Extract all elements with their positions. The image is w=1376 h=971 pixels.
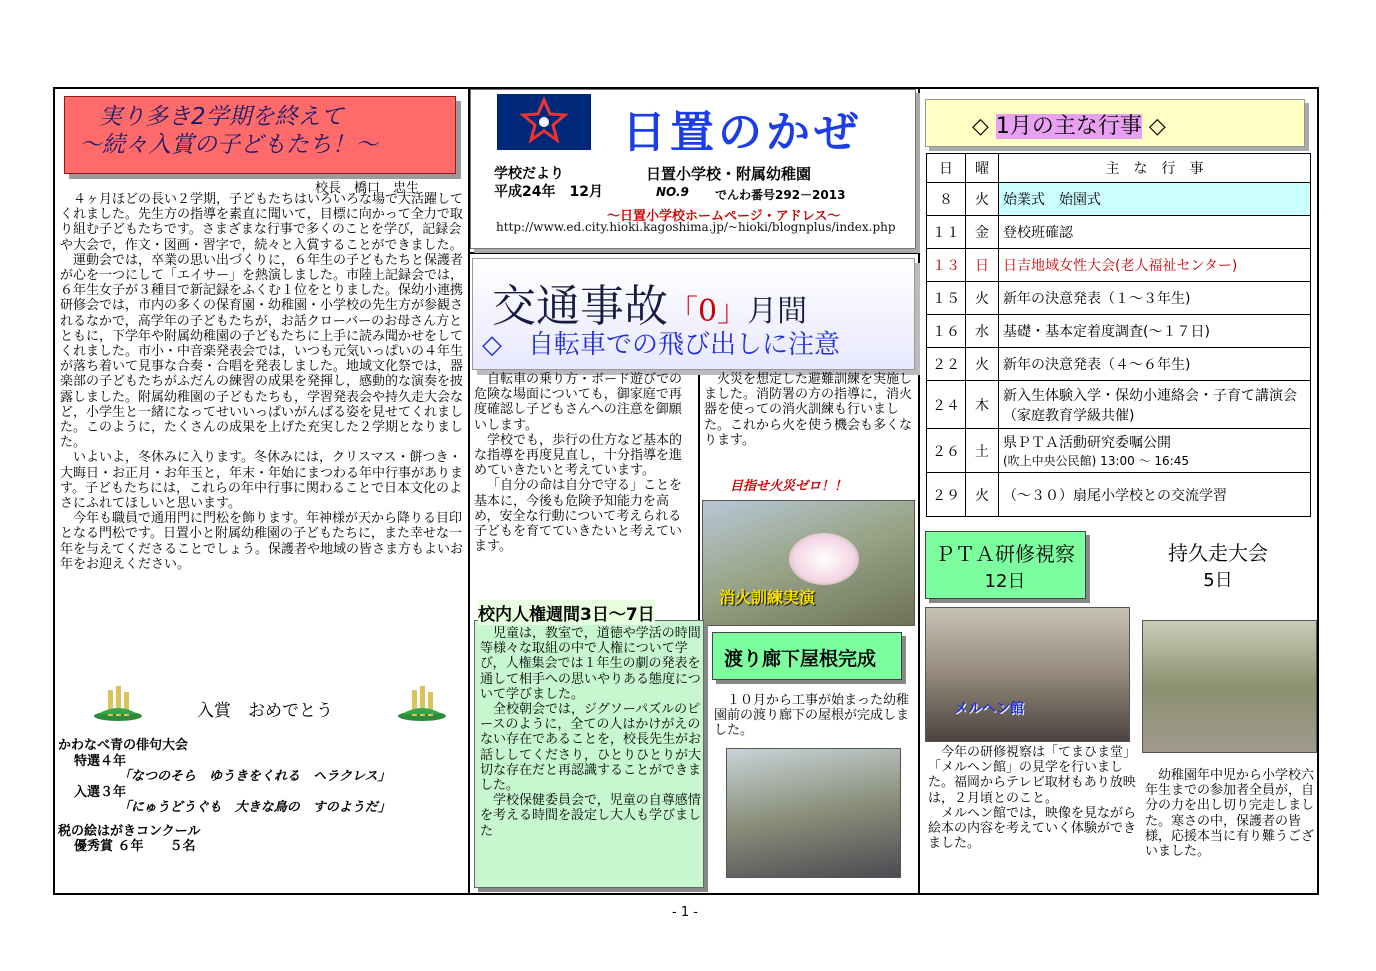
newsletter-title: 日置のかぜ <box>622 107 862 158</box>
table-row <box>927 348 1311 381</box>
header-event: 主 な 行 事 <box>999 154 1311 183</box>
row-event: 新入生体験入学・保幼小連絡会・子育て講演会（家庭教育学級共催) <box>999 381 1311 429</box>
extinguisher-smoke <box>789 533 859 585</box>
fire-caption: 目指せ火災ゼロ！！ <box>730 479 848 494</box>
table-row <box>927 249 1311 282</box>
article-paragraph: ４ヶ月ほどの長い２学期，子どもたちはいろいろな場で大活躍してくれました。先生方の指導を素直に聞いて，目標に向かって全力で取り組む子どもたちです。さまざまな行事で多くのことを学び，記録会や大会で，作文・図画・習字で，続々と入賞することができました。 <box>60 192 464 253</box>
photo-label: 消火訓練実演 <box>719 588 816 607</box>
pta-title: ＰＴＡ研修視察 <box>935 542 1075 566</box>
headline-line2: ～続々入賞の子どもたち！～ <box>79 132 378 158</box>
article-paragraph: 幼稚園年中児から小学校六年生までの参加者全員が，自分の力を出し切り完走しました。寒さの中，保護者の皆様，応援本当に有り難うございました。 <box>1145 768 1315 860</box>
table-row <box>927 473 1311 517</box>
fire-drill-photo <box>702 500 915 626</box>
row-day: １６ <box>927 315 966 348</box>
award-contest: かわなべ青の俳句大会 <box>58 738 189 753</box>
kadomatsu-icon <box>92 684 144 722</box>
issue-number: NO.9 <box>656 185 689 199</box>
row-event: 新年の決意発表（１～３年生) <box>999 282 1311 315</box>
row-event: 登校班確認 <box>999 216 1311 249</box>
marathon-article <box>1145 768 1315 859</box>
row-day: ２４ <box>927 381 966 429</box>
awards-list <box>58 738 458 855</box>
row-day: ８ <box>927 183 966 216</box>
row-weekday: 金 <box>966 216 999 249</box>
row-weekday: 土 <box>966 429 999 473</box>
photo-label: メルヘン館 <box>954 701 1024 717</box>
traffic-subtitle: ◇ 自転車での飛び出しに注意 <box>482 330 840 360</box>
table-row <box>927 315 1311 348</box>
inner-divider <box>698 372 700 630</box>
row-day: １３ <box>927 249 966 282</box>
award-poem: 「なつのそら ゆうきをくれる ヘラクレス」 <box>118 769 391 784</box>
article-paragraph: １０月から工事が始まった幼稚園前の渡り廊下の屋根が完成しました。 <box>714 693 910 739</box>
row-event: （～３０）扇尾小学校との交流学習 <box>999 473 1311 517</box>
homepage-url[interactable]: http://www.ed.city.hioki.kagoshima.jp/~hioki/blognplus/index.php <box>496 220 896 234</box>
corridor-title: 渡り廊下屋根完成 <box>724 648 877 670</box>
marathon-title: 持久走大会 <box>1168 541 1268 565</box>
phone-number: でんわ番号292－2013 <box>715 188 846 202</box>
table-row <box>927 381 1311 429</box>
article-paragraph: 学校でも，歩行の仕方など基本的な指導を再度見直し，十分指導を進めていきたいと考えています。 <box>474 432 683 479</box>
row-day: ２６ <box>927 429 966 473</box>
column-divider <box>918 87 920 895</box>
newsletter-label: 学校だより <box>494 166 564 182</box>
table-row <box>927 216 1311 249</box>
page-number: - 1 - <box>672 905 698 920</box>
row-event: 日吉地域女性大会(老人福祉センター) <box>999 249 1311 282</box>
diamond-icon: ◇ <box>972 114 989 139</box>
fire-drill-article <box>704 372 916 448</box>
row-weekday: 火 <box>966 183 999 216</box>
table-row <box>927 282 1311 315</box>
row-event: 新年の決意発表（４～６年生) <box>999 348 1311 381</box>
row-event <box>999 429 1311 473</box>
row-day: ２９ <box>927 473 966 517</box>
row-weekday: 火 <box>966 282 999 315</box>
row-event-main: 県ＰＴＡ活動研究委嘱公開 <box>1003 435 1171 451</box>
award-title: 入賞 おめでとう <box>197 701 333 721</box>
row-weekday: 木 <box>966 381 999 429</box>
row-event: 基礎・基本定着度調査(～１７日) <box>999 315 1311 348</box>
headline-line1: 実り多き2学期を終えて <box>99 104 344 130</box>
corridor-photo <box>726 748 901 878</box>
article-paragraph: 「自分の命は自分で守る」ことを基本に，今後も危険予知能力を高め，安全な行動について考えられる子どもを育てていきたいと考えています。 <box>474 478 683 555</box>
school-name: 日置小学校・附属幼稚園 <box>646 165 812 183</box>
pta-photo <box>925 607 1130 742</box>
byline: 校長 橋口 忠生 <box>315 181 420 196</box>
pta-article <box>928 745 1138 851</box>
human-rights-article <box>480 626 702 839</box>
article-paragraph: 今年も職員で通用門に門松を飾ります。年神様が天から降りる目印となる門松です。日置小と附属幼稚園の子どもたちに，また幸せな一年を与えてくださることでしょう。保護者や地域の皆さま方もよいお年をお迎えください。 <box>60 511 464 572</box>
events-title-text: 1月の主な行事 <box>995 114 1142 139</box>
school-emblem <box>497 94 591 150</box>
pta-date: 12日 <box>984 571 1026 592</box>
events-table <box>926 153 1311 517</box>
row-day: １５ <box>927 282 966 315</box>
award-grade: 入選３年 <box>74 784 127 800</box>
header-day: 日 <box>927 154 966 183</box>
row-event-sub: (吹上中央公民館) 13:00 ～ 16:45 <box>1003 454 1189 468</box>
row-day: １１ <box>927 216 966 249</box>
marathon-photo <box>1142 620 1317 753</box>
row-event: 始業式 始園式 <box>999 183 1311 216</box>
issue-date: 平成24年 12月 <box>494 184 603 200</box>
traffic-zero: 「0」 <box>668 294 748 329</box>
emblem-icon <box>497 94 591 150</box>
article-paragraph: 児童は，教室で，道徳や学活の時間等様々な取組の中で人権について学び，人権集会では１年生の劇の発表を通して相手への思いやりある態度について学びました。 <box>480 626 701 702</box>
award-poem: 「にゅうどうぐも 大きな鳥の すのようだ」 <box>118 800 391 815</box>
pta-heading <box>929 538 1081 593</box>
events-title <box>972 109 1166 140</box>
row-weekday: 火 <box>966 348 999 381</box>
principal-article <box>60 192 466 572</box>
award-contest: 税の絵はがきコンクール <box>58 823 201 839</box>
corridor-article <box>714 693 910 739</box>
article-paragraph: 自転車の乗り方・ボード遊びでの危険な場面についても，御家庭で再度確認し子どもさんへの注意を御願いします。 <box>474 372 683 433</box>
table-header-row <box>927 154 1311 183</box>
row-weekday: 水 <box>966 315 999 348</box>
row-day: ２２ <box>927 348 966 381</box>
traffic-article <box>474 372 694 554</box>
article-paragraph: メルヘン館では，映像を見ながら絵本の内容を考えていく体験ができました。 <box>928 805 1137 852</box>
traffic-main: 交通事故 <box>492 281 668 332</box>
article-paragraph: 今年の研修視察は「てまひま堂」「メルヘン館」の見学を行いました。福岡からテレビ取材もあり放映は，２月頃とのこと。 <box>928 745 1137 806</box>
article-paragraph: 運動会では，卒業の思い出づくりに，６年生の子どもたちと保護者が心を一つにして「エイサー」を熱演しました。市陸上記録会では，６年生女子が３種目で新記録をふくむ１位をとりました。保幼小連携研修会では，市内の多くの保育園・幼稚園・小学校の先生方が参観されるなかで，高学年の子どもたちが，お話クローバーのお母さん方とともに，下学年や附属幼稚園の子どもたちに上手に読み聞かせをしてくれました。市小・中音楽発表会では，いつも元気いっぱいの４年生が落ち着いて見事な合奏・合唱を発表しました。地域文化祭では，器楽部の子どもたちがふだんの練習の成果を発揮し，感動的な演奏を披露しました。附属幼稚園の子どもたちも，学習発表会や持久走大会など，小学生と一緒になってせいいっぱいがんばる姿を見せてくれました。このように，たくさんの成果を上げた充実した２学期となりました。 <box>60 252 464 451</box>
marathon-date: 5日 <box>1203 570 1233 591</box>
marathon-heading <box>1143 537 1293 592</box>
diamond-icon: ◇ <box>1148 114 1166 139</box>
article-paragraph: 火災を想定した避難訓練を実施しました。消防署の方の指導に，消火器を使っての消火訓練も行いました。これから火を使う機会も多くなります。 <box>704 372 913 448</box>
traffic-month: 月間 <box>747 294 808 329</box>
row-weekday: 火 <box>966 473 999 517</box>
kadomatsu-icon <box>396 684 448 722</box>
table-row <box>927 429 1311 473</box>
row-divider <box>468 252 920 254</box>
article-paragraph: 全校朝会では，ジグソーパズルのピースのように，全ての人はかけがえのない存在であることを，校長先生がお話ししてくださり，ひとりひとりが大切な存在だと再認識することができました。 <box>480 702 702 794</box>
article-paragraph: いよいよ，冬休みに入ります。冬休みには，クリスマス・餅つき・大晦日・お正月・お年玉と，年末・年始にまつわる年中行事があります。子どもたちには，これらの年中行事に関わることで日本文化のよさにふれてほしいと思います。 <box>60 450 464 512</box>
article-paragraph: 学校保健委員会で，児童の自尊感情を考える時間を設定し大人も学びました <box>480 793 702 839</box>
award-grade: 特選４年 <box>74 753 127 769</box>
header-weekday: 曜 <box>966 154 999 183</box>
table-row <box>927 183 1311 216</box>
homepage-label: ～日置小学校ホームページ・アドレス～ <box>607 209 841 224</box>
human-rights-title: 校内人権週間3日～7日 <box>478 600 655 625</box>
row-weekday: 日 <box>966 249 999 282</box>
headline-box <box>64 96 456 174</box>
award-prize: 優秀賞 ６年 ５名 <box>74 839 196 854</box>
